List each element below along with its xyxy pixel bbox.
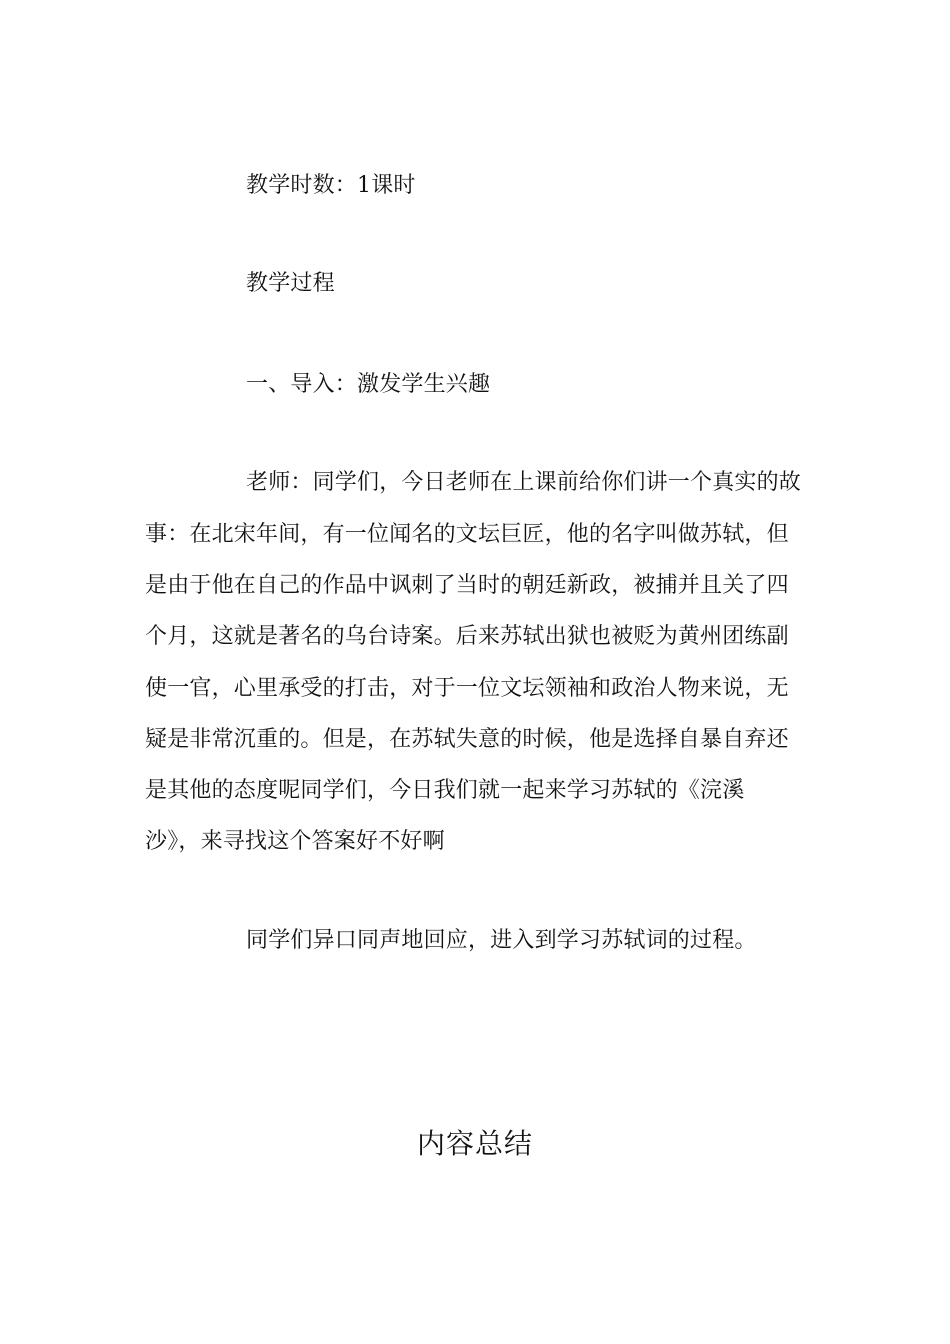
summary-heading: 内容总结 — [416, 1127, 533, 1160]
teacher-paragraph-line: 个月，这就是著名的乌台诗案。后来苏轼出狱也被贬为黄州团练副 — [145, 624, 789, 649]
students-response-line: 同学们异口同声地回应，进入到学习苏轼词的过程。 — [246, 928, 757, 953]
teacher-paragraph-line: 是其他的态度呢同学们，今日我们就一起来学习苏轼的《浣溪 — [145, 778, 745, 803]
teacher-paragraph-line: 使一官，心里承受的打击，对于一位文坛领袖和政治人物来说，无 — [145, 676, 789, 701]
teacher-paragraph-line: 沙》，来寻找这个答案好不好啊 — [145, 829, 445, 854]
teacher-paragraph-line: 老师：同学们，今日老师在上课前给你们讲一个真实的故 — [246, 470, 802, 495]
process-heading: 教学过程 — [246, 271, 335, 296]
class-hours-line: 教学时数：1课时 — [246, 173, 416, 198]
teacher-paragraph-line: 事：在北宋年间，有一位闻名的文坛巨匠，他的名字叫做苏轼，但 — [145, 522, 789, 547]
section-one-heading: 一、导入：激发学生兴趣 — [246, 372, 491, 397]
teacher-paragraph-line: 疑是非常沉重的。但是，在苏轼失意的时候，他是选择自暴自弃还 — [145, 727, 789, 752]
teacher-paragraph-line: 是由于他在自己的作品中讽刺了当时的朝廷新政，被捕并且关了四 — [145, 573, 789, 598]
